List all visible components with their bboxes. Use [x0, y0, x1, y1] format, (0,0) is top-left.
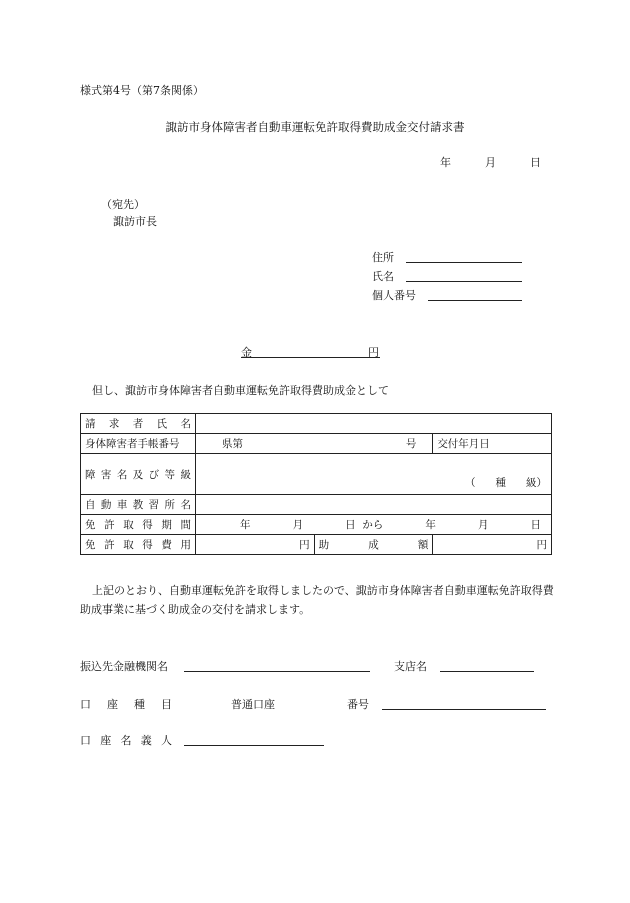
amount-unit: 円 [368, 346, 379, 359]
cost-yen: 円 [299, 539, 310, 551]
account-number-label: 番号 [347, 698, 369, 711]
amount-prefix: 金 [241, 346, 252, 359]
statement-text: 上記のとおり、自動車運転免許を取得しましたので、諏訪市身体障害者自動車運転免許取得費助成事業に基づく助成金の交付を請求します。 [80, 584, 554, 616]
class-kind: 種 [495, 477, 506, 489]
date-line [440, 154, 541, 170]
subsidy-label: 助 成 額 [314, 535, 433, 555]
bank-institution-field[interactable] [184, 671, 370, 672]
class-grade: 級） [526, 477, 547, 489]
period-end-year: 年 [425, 519, 436, 531]
table-row [81, 414, 552, 434]
cost-field[interactable] [196, 535, 315, 555]
period-month: 月 [292, 519, 304, 531]
addressee-name: 諏訪市長 [113, 215, 157, 228]
handbook-number-field[interactable] [196, 434, 433, 454]
account-type-value: 普通口座 [231, 698, 275, 711]
addressee-label: （宛先） [101, 198, 145, 211]
table-row [81, 454, 552, 495]
table-row [81, 434, 552, 454]
personal-number-label: 個人番号 [372, 289, 416, 302]
disability-field[interactable] [196, 454, 552, 495]
cost-label: 免 許 取 得 費 用 [81, 535, 196, 555]
requester-name-label: 請 求 者 氏 名 [81, 414, 196, 434]
issue-date-field[interactable] [433, 434, 552, 454]
purpose-text: 但し、諏訪市身体障害者自動車運転免許取得費助成金として [92, 384, 389, 397]
date-year: 年 [440, 156, 451, 169]
class-open: （ [465, 477, 476, 489]
date-day: 日 [530, 156, 541, 169]
branch-field[interactable] [440, 671, 534, 672]
personal-number-field[interactable] [428, 300, 522, 301]
subsidy-field[interactable] [433, 535, 552, 555]
account-holder-field[interactable] [184, 745, 324, 746]
driving-school-field[interactable] [196, 495, 552, 515]
subsidy-yen: 円 [536, 539, 547, 551]
table-row [81, 515, 552, 535]
date-month: 月 [485, 156, 496, 169]
issue-date-label: 交付年月日 [437, 438, 490, 450]
application-table [80, 413, 552, 555]
period-year: 年 [240, 519, 251, 531]
name-label: 氏名 [372, 270, 394, 283]
number-suffix: 号 [405, 438, 417, 450]
form-number: 様式第4号（第7条関係） [80, 84, 204, 97]
period-day: 日 から [345, 519, 384, 531]
address-label: 住所 [372, 251, 394, 264]
period-label: 免 許 取 得 期 間 [81, 515, 196, 535]
period-end-day: 日 [530, 519, 541, 531]
period-field[interactable] [196, 515, 552, 535]
prefecture-label: 県第 [222, 438, 243, 450]
account-number-field[interactable] [382, 709, 546, 710]
name-field[interactable] [406, 281, 522, 282]
document-title: 諏訪市身体障害者自動車運転免許取得費助成金交付請求書 [165, 120, 465, 134]
handbook-number-label: 身体障害者手帳番号 [81, 434, 196, 454]
driving-school-label: 自 動 車 教 習 所 名 [81, 495, 196, 515]
branch-label: 支店名 [394, 660, 427, 673]
table-row [81, 535, 552, 555]
period-end-month: 月 [477, 519, 489, 531]
table-row [81, 495, 552, 515]
address-field[interactable] [406, 262, 522, 263]
account-type-label: 口 座 種 目 [80, 698, 172, 711]
disability-label: 障 害 名 及 び 等 級 [81, 454, 196, 495]
account-holder-label: 口 座 名 義 人 [80, 734, 172, 747]
requester-name-field[interactable] [196, 414, 552, 434]
bank-institution-label: 振込先金融機関名 [80, 660, 168, 673]
amount-field[interactable] [241, 357, 380, 358]
